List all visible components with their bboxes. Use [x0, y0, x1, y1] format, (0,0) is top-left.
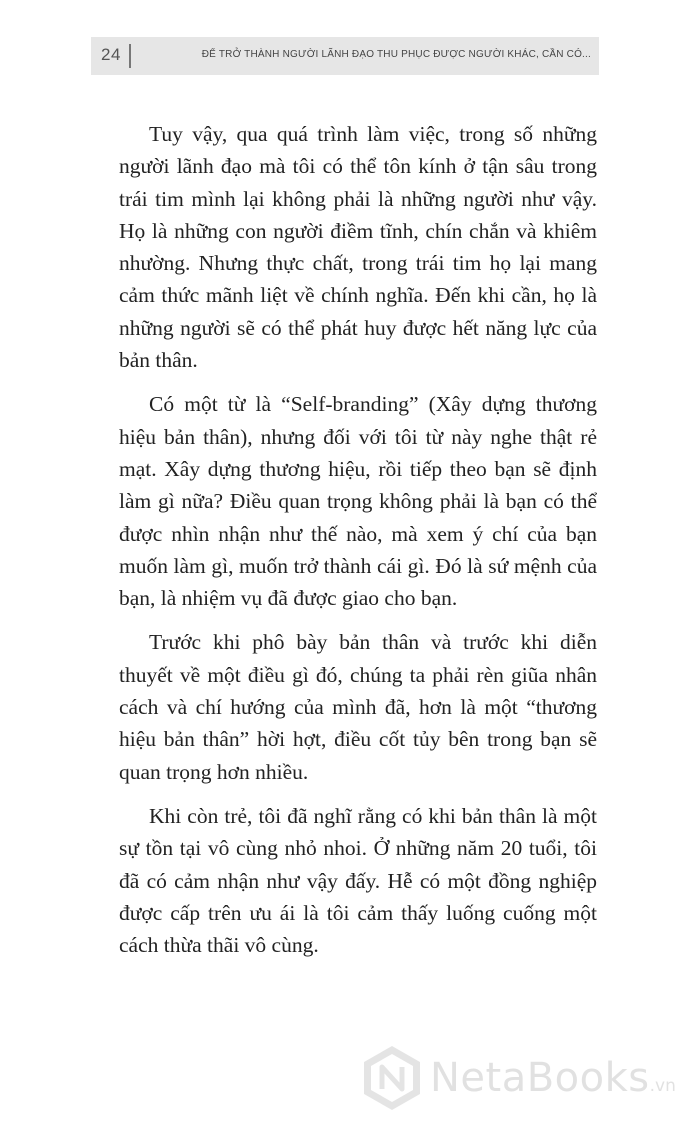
netabooks-watermark [360, 1043, 690, 1113]
paragraph: Có một từ là “Self-branding” (Xây dựng thương hiệu bản thân), nhưng đối với tôi từ này nghe thật rẻ mạt. Xây dựng thương hiệu, rồi tiếp theo bạn sẽ định làm gì nữa? Điều quan trọng không phải là bạn có thể được nhìn nhận như thế nào, mà xem ý chí của bạn muốn làm gì, muốn trở thành cái gì. Đó là sứ mệnh của bạn, là nhiệm vụ đã được giao cho bạn. [119, 392, 597, 611]
paragraph: Tuy vậy, qua quá trình làm việc, trong số những người lãnh đạo mà tôi có thể tôn kính ở tận sâu trong trái tim mình lại không phải là những người như vậy. Họ là những con người điềm tĩnh, chín chắn và khiêm nhường. Nhưng thực chất, trong trái tim họ lại mang cảm thức mãnh liệt về chính nghĩa. Đến khi cần, họ là những người sẽ có thể phát huy được hết năng lực của bản thân. [119, 122, 597, 373]
watermark-text [430, 1055, 676, 1101]
running-header [91, 37, 599, 75]
page-number: 24 [101, 45, 121, 64]
body-text [119, 118, 597, 973]
watermark-suffix: .vn [649, 1076, 676, 1096]
watermark-brand: NetaBooks [430, 1055, 650, 1101]
paragraph: Khi còn trẻ, tôi đã nghĩ rằng có khi bản thân là một sự tồn tại vô cùng nhỏ nhoi. Ở những năm 20 tuổi, tôi đã có cảm nhận như vậy đấy. Hễ có một đồng nghiệp được cấp trên ưu ái là tôi cảm thấy luống cuống một cách thừa thãi vô cùng. [119, 803, 597, 958]
running-title: ĐỂ TRỞ THÀNH NGƯỜI LÃNH ĐẠO THU PHỤC ĐƯỢC NGƯỜI KHÁC, CẦN CÓ... [201, 49, 591, 60]
header-divider [129, 44, 131, 68]
paragraph: Trước khi phô bày bản thân và trước khi diễn thuyết về một điều gì đó, chúng ta phải rèn giũa nhân cách và chí hướng của mình đã, hơn là một “thương hiệu bản thân” hời hợt, điều cốt tủy bên trong bạn sẽ quan trọng hơn nhiều. [119, 630, 597, 784]
netabooks-logo-icon [360, 1043, 424, 1113]
